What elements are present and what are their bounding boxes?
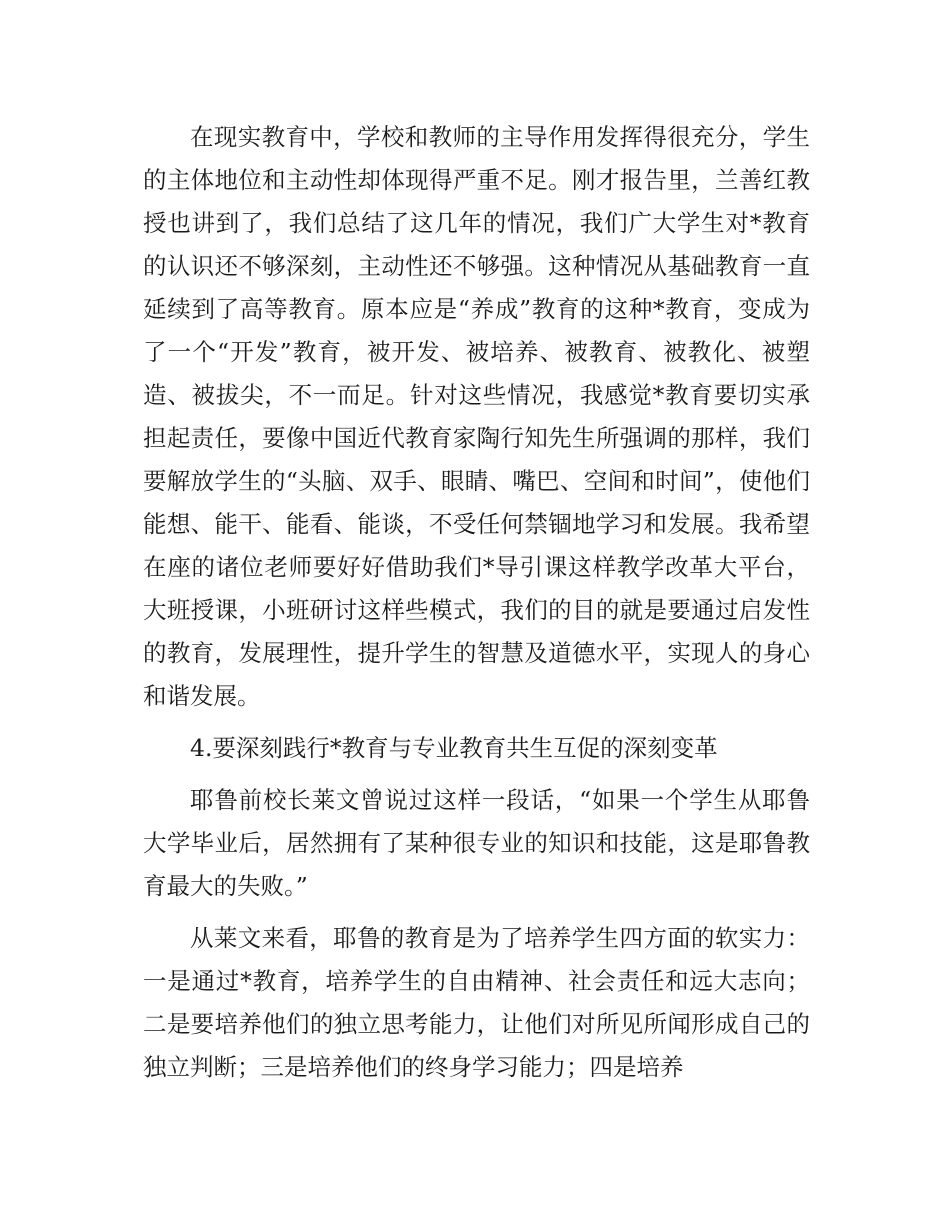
section-heading-4: 4.要深刻践行*教育与专业教育共生互促的深刻变革 — [190, 734, 718, 762]
document-body — [143, 116, 810, 1089]
paragraph-education-reform: 在现实教育中，学校和教师的主导作用发挥得很充分，学生的主体地位和主动性却体现得严重不足。刚才报告里，兰善红教授也讲到了，我们总结了这几年的情况，我们广大学生对*教育的认识还不够深刻，主动性还不够强。这种情况从基础教育一直延续到了高等教育。原本应是“养成”教育的这种*教育，变成为了一个“开发”教育，被开发、被培养、被教育、被教化、被塑造、被拔尖，不一而足。针对这些情况，我感觉*教育要切实承担起责任，要像中国近代教育家陶行知先生所强调的那样，我们要解放学生的“头脑、双手、眼睛、嘴巴、空间和时间”，使他们能想、能干、能看、能谈，不受任何禁锢地学习和发展。我希望在座的诸位老师要好好借助我们*导引课这样教学改革大平台，大班授课，小班研讨这样些模式，我们的目的就是要通过启发性的教育，发展理性，提升学生的智慧及道德水平，实现人的身心和谐发展。 — [143, 123, 810, 710]
paragraph-levin-quote: 耶鲁前校长莱文曾说过这样一段话，“如果一个学生从耶鲁大学毕业后，居然拥有了某种很专业的知识和技能，这是耶鲁教育最大的失败。” — [143, 786, 810, 900]
paragraph-yale-soft-power: 从莱文来看，耶鲁的教育是为了培养学生四方面的软实力：一是通过*教育，培养学生的自由精神、社会责任和远大志向；二是要培养他们的独立思考能力，让他们对所见所闻形成自己的独立判断；三是培养他们的终身学习能力；四是培养 — [143, 924, 810, 1081]
